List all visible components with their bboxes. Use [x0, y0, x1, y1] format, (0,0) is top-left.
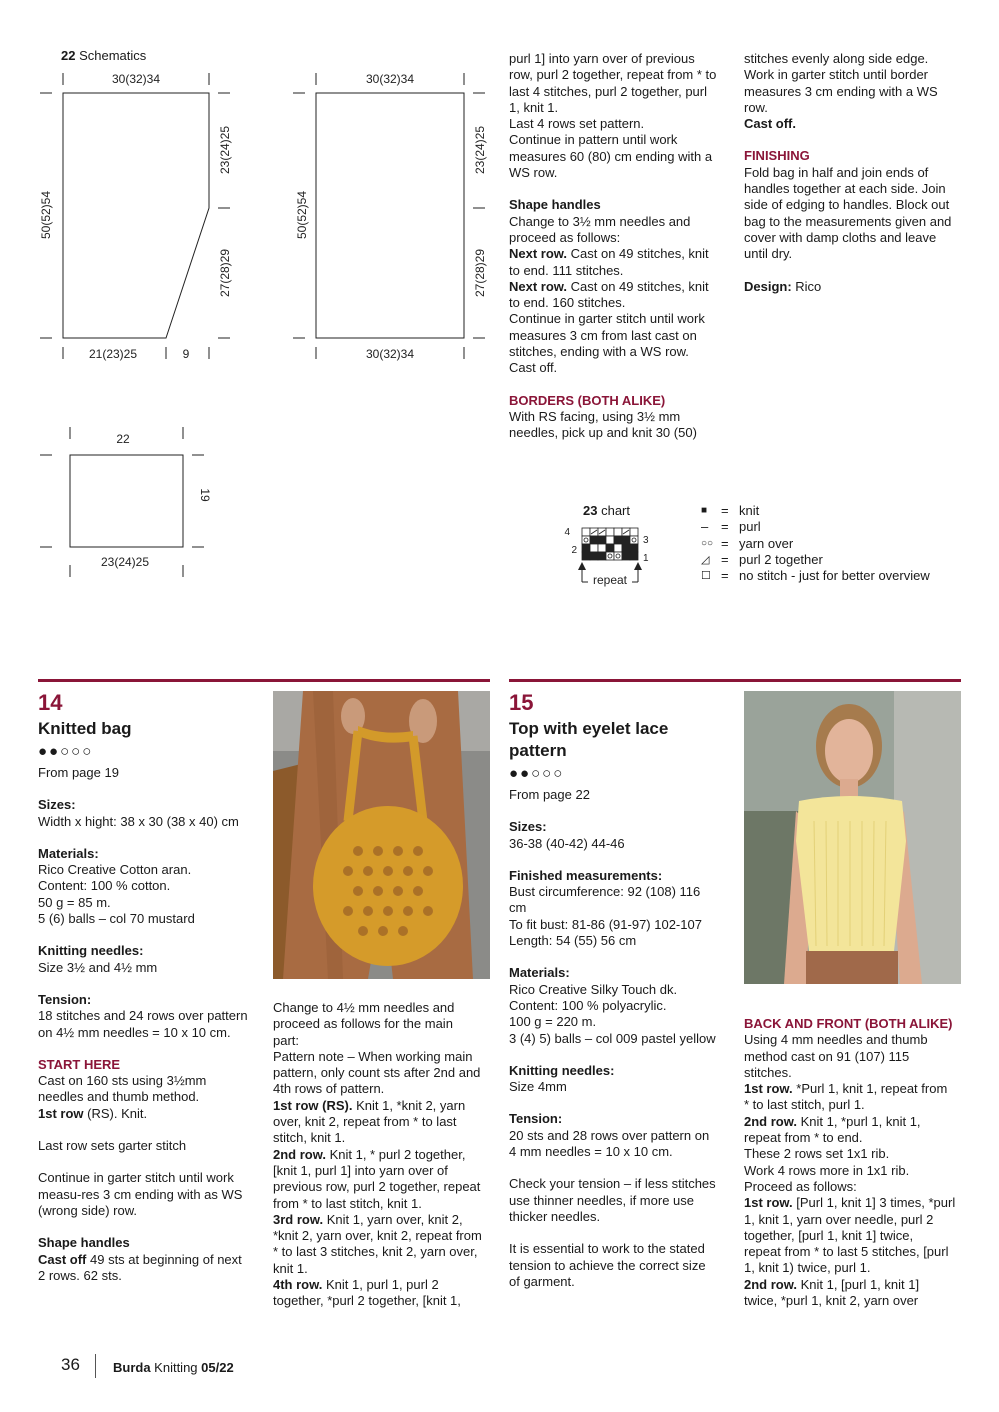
schematic-diagrams [0, 0, 500, 590]
schematics-heading: 22 Schematics [61, 48, 147, 63]
svg-text:2: 2 [571, 545, 577, 556]
bag-title: Knitted bag [38, 719, 132, 738]
fig2-right-lower-label: 27(28)29 [473, 248, 487, 298]
fig1-bottom-right-label: 9 [182, 347, 190, 361]
fig3-outline [70, 455, 183, 547]
fig3-bottom-label: 23(24)25 [100, 555, 150, 569]
chart-legend [701, 503, 930, 584]
section-rule-15 [509, 679, 961, 682]
back-front-heading: BACK AND FRONT (BOTH ALIKE) [744, 1016, 953, 1031]
difficulty-dots: ●●○○○ [509, 765, 565, 782]
top-col3: purl 1] into yarn over of previous row, purl 2 together, repeat from * to last 4 stitches, purl 2 together, purl 1, knit 1. Last 4 rows set pattern. Continue in pattern until work measures 60 (80) cm ending with a WS row. Shape handles Change to 3½ mm needles and proceed as follows: Next row. Cast on 49 stitches, knit to end. 111 stitches. Next row. Cast on 49 stitches, knit to end. 160 stitches. Continue in garter stitch until work measures 3 cm from last cast on stitches, ending with a WS row. Cast off. BORDERS (BOTH ALIKE) With RS facing, using 3½ mm needles, pick up and knit 30 (50) [509, 51, 734, 442]
svg-text:3: 3 [643, 535, 649, 546]
top-section: 15 Top with eyelet lace pattern ●●○○○ From page 22 Sizes: 36-38 (40-42) 44-46 Finished measurements: Bust circumference: 92 (108) 116 cm To fit bust: 81-86 (91-97) 102-107 Length: 54 (55) 56 cm Materials: Rico Creative Silky Touch dk. Content: 100 % polyacrylic. 100 g = 220 m. 3 (4) 5) balls – col 009 pastel yellow Knitting needles: Size 4mm Tension: 20 sts and 28 rows over pattern on 4 mm needles = 10 x 10 cm. Check your tension – if less stitches use thinner needles, if more use thicker needles. It is essential to work to the stated tension to achieve the correct size of garment. [509, 690, 734, 1290]
bag-section: 14 Knitted bag ●●○○○ From page 19 Sizes: Width x hight: 38 x 30 (38 x 40) cm Materials: Rico Creative Cotton aran. Content: 100 % cotton. 50 g = 85 m. 5 (6) balls – col 70 mustard Knitting needles: Size 3½ and 4½ mm Tension: 18 stitches and 24 rows over pattern on 4½ mm needles = 10 x 10 cm. START HERE Cast on 160 sts using 3½mm needles and thumb method. 1st row (RS). Knit. Last row sets garter stitch Continue in garter stitch until work measu-res 3 cm ending with as WS (wrong side) row. Shape handles Cast off 49 sts at beginning of next 2 rows. 62 sts. [38, 690, 263, 1284]
fig1-top-label: 30(32)34 [111, 72, 161, 86]
fig1-bottom-left-label: 21(23)25 [88, 347, 138, 361]
shape-handles-heading: Shape handles [509, 197, 601, 213]
fig1-right-lower-label: 27(28)29 [218, 248, 232, 298]
top-col4: stitches evenly along side edge. Work in garter stitch until border measures 3 cm ending with a WS row. Cast off. FINISHING Fold bag in half and join ends of handles together at each side. Join side of edging to handles. Block out bag to the measurements given and cover with damp cloths and leave until dry. Design: Rico [744, 51, 969, 295]
svg-text:4: 4 [564, 527, 570, 538]
top-col4b: BACK AND FRONT (BOTH ALIKE) Using 4 mm needles and thumb method cast on 91 (107) 115 stitches. 1st row. *Purl 1, knit 1, repeat from * to last stitch, purl 1. 2nd row. Knit 1, *purl 1, knit 1, repeat from * to end. These 2 rows set 1x1 rib. Work 4 rows more in 1x1 rib. Proceed as follows: 1st row. [Purl 1, knit 1] 3 times, *purl 1, knit 1, yarn over needle, purl 2 together, [purl 1, knit 1] twice, repeat from * to last 5 stitches, [purl 1, knit 1) twice, purl 1. 2nd row. Knit 1, [purl 1, knit 1] twice, *purl 1, knit 2, yarn over [744, 1016, 969, 1309]
fig2-right-upper-label: 23(24)25 [473, 125, 487, 175]
top-photo [744, 691, 961, 984]
fig1-outline [63, 93, 209, 338]
start-here-heading: START HERE [38, 1056, 121, 1072]
legend-row-knit: ■ = knit [701, 503, 760, 518]
footer-divider [95, 1354, 96, 1378]
bag-photo [273, 691, 490, 979]
fig2-left-label: 50(52)54 [295, 190, 309, 240]
finishing-heading: FINISHING [744, 148, 810, 164]
svg-text:1: 1 [643, 553, 649, 564]
footer-brand: Burda Knitting 05/22 [113, 1360, 234, 1375]
legend-row-purl: – = purl [701, 519, 761, 535]
bag-col2: Change to 4½ mm needles and proceed as follows for the main part: Pattern note – When working main pattern, only count sts after 2nd and 4th rows of pattern. 1st row (RS). Knit 1, *knit 2, yarn over, knit 2, repeat from * to last stitch, knit 1. 2nd row. Knit 1, * purl 2 together, [knit 1, purl 1] into yarn over of previous row, purl 2 together, repeat from * to last stitch, knit 1. 3rd row. Knit 1, yarn over, knit 2, *knit 2, yarn over, knit 2, repeat from * to last 3 stitches, knit 2, yarn over, knit 1. 4th row. Knit 1, purl 1, purl 2 together, *purl 2 together, [knit 1, [273, 1000, 482, 1309]
stitch-chart [560, 520, 660, 590]
top-title: Top with eyelet lace pattern [509, 719, 669, 760]
fig1-right-upper-label: 23(24)25 [218, 125, 232, 175]
legend-row-no-stitch: ☐ = no stitch - just for better overview [701, 568, 930, 584]
chart-heading: 23 chart [583, 503, 630, 518]
difficulty-dots: ●●○○○ [38, 743, 94, 760]
fig3-top-label: 22 [116, 432, 130, 446]
design-credit: Design: Rico [744, 278, 822, 294]
fig2-top-label: 30(32)34 [365, 72, 415, 86]
fig1-left-label: 50(52)54 [39, 190, 53, 240]
section-rule-14 [38, 679, 490, 682]
fig2-bottom-label: 30(32)34 [365, 347, 415, 361]
borders-heading: BORDERS (BOTH ALIKE) [509, 392, 666, 408]
fig3-right-label: 19 [198, 488, 212, 502]
bag-number: 14 [38, 690, 63, 715]
fig2-outline [316, 93, 464, 338]
legend-row-yarn-over: ○○ = yarn over [701, 535, 794, 551]
top-number: 15 [509, 690, 534, 715]
page-number: 36 [61, 1355, 80, 1374]
chart-repeat-label: repeat [592, 573, 628, 587]
legend-row-purl2tog: ◿ = purl 2 together [701, 551, 823, 567]
